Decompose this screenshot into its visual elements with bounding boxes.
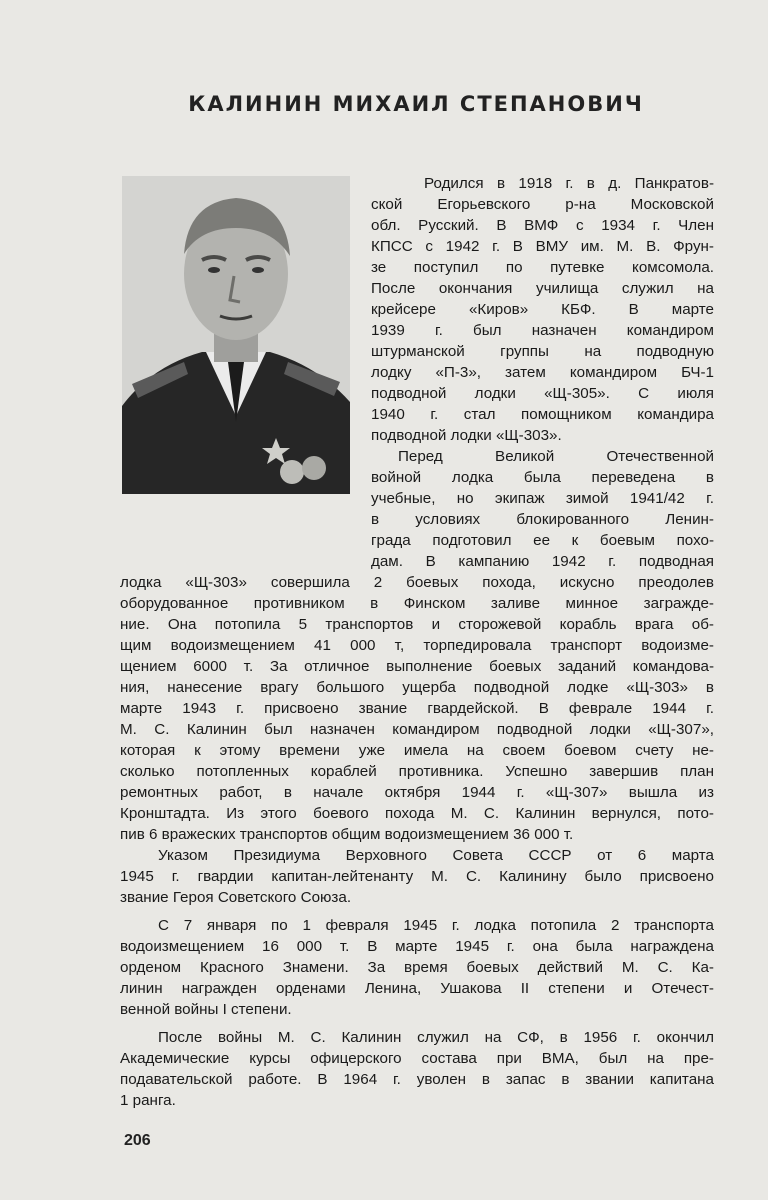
text-line: учебные, но экипаж зимой 1941/42 г.: [371, 490, 714, 507]
text-line: Академические курсы офицерского состава при ВМА, был на пре-: [120, 1050, 714, 1067]
portrait-icon: [122, 176, 350, 494]
text-line: линин награжден орденами Ленина, Ушакова II степени и Отечест-: [120, 980, 714, 997]
text-line: водоизмещением 16 000 т. В марте 1945 г. она была награждена: [120, 938, 714, 955]
text-line: марте 1943 г. присвоено звание гвардейской. В феврале 1944 г.: [120, 700, 714, 717]
text-line: подавательской работе. В 1964 г. уволен в запас в звании капитана: [120, 1071, 714, 1088]
text-line: которая к этому времени уже имела на своем боевом счету не-: [120, 742, 714, 759]
text-line: М. С. Калинин был назначен командиром подводной лодки «Щ-307»,: [120, 721, 714, 738]
text-line: С 7 января по 1 февраля 1945 г. лодка потопила 2 транспорта: [158, 917, 714, 934]
text-line: После окончания училища служил на: [371, 280, 714, 297]
page-title: КАЛИНИН МИХАИЛ СТЕПАНОВИЧ: [188, 92, 644, 116]
text-line: После войны М. С. Калинин служил на СФ, в 1956 г. окончил: [158, 1029, 714, 1046]
text-line: штурманской группы на подводную: [371, 343, 714, 360]
text-line: оборудованное противником в Финском заливе минное загражде-: [120, 595, 714, 612]
text-line: града подготовил ее к боевым похо-: [371, 532, 714, 549]
text-line: 1 ранга.: [120, 1092, 176, 1109]
text-line: звание Героя Советского Союза.: [120, 889, 352, 906]
text-line: Родился в 1918 г. в д. Панкратов-: [424, 175, 714, 192]
text-line: щим водоизмещением 41 000 т, торпедировала транспорт водоизме-: [120, 637, 714, 654]
text-line: подводной лодки «Щ-303».: [371, 427, 562, 444]
page-number: 206: [124, 1132, 151, 1149]
text-line: пив 6 вражеских транспортов общим водоизмещением 36 000 т.: [120, 826, 574, 843]
text-line: КПСС с 1942 г. В ВМУ им. М. В. Фрун-: [371, 238, 714, 255]
text-line: зе поступил по путевке комсомола.: [371, 259, 714, 276]
text-line: щением 6000 т. За отличное выполнение боевых заданий командова-: [120, 658, 714, 675]
text-line: орденом Красного Знамени. За время боевых действий М. С. Ка-: [120, 959, 714, 976]
text-line: 1940 г. стал помощником командира: [371, 406, 714, 423]
text-line: обл. Русский. В ВМФ с 1934 г. Член: [371, 217, 714, 234]
text-line: ской Егорьевского р-на Московской: [371, 196, 714, 213]
text-line: сколько потопленных кораблей противника. Успешно завершив план: [120, 763, 714, 780]
text-line: лодку «П-3», затем командиром БЧ-1: [371, 364, 714, 381]
text-line: войной лодка была переведена в: [371, 469, 714, 486]
text-line: подводной лодки «Щ-305». С июля: [371, 385, 714, 402]
text-line: в условиях блокированного Ленин-: [371, 511, 714, 528]
text-line: Кронштадта. Из этого боевого похода М. С. Калинин вернулся, пото-: [120, 805, 714, 822]
text-line: дам. В кампанию 1942 г. подводная: [371, 553, 714, 570]
text-line: лодка «Щ-303» совершила 2 боевых похода, искусно преодолев: [120, 574, 714, 591]
text-line: крейсере «Киров» КБФ. В марте: [371, 301, 714, 318]
text-line: ремонтных работ, в начале октября 1944 г. «Щ-307» вышла из: [120, 784, 714, 801]
portrait-photo: [122, 176, 350, 494]
text-line: ние. Она потопила 5 транспортов и сторожевой корабль врага об-: [120, 616, 714, 633]
text-line: венной войны I степени.: [120, 1001, 292, 1018]
text-line: 1945 г. гвардии капитан-лейтенанту М. С. Калинину было присвоено: [120, 868, 714, 885]
text-line: 1939 г. был назначен командиром: [371, 322, 714, 339]
text-line: ния, нанесение врагу большого ущерба подводной лодке «Щ-303» в: [120, 679, 714, 696]
text-line: Указом Президиума Верховного Совета СССР от 6 марта: [158, 847, 714, 864]
text-line: Перед Великой Отечественной: [398, 448, 714, 465]
